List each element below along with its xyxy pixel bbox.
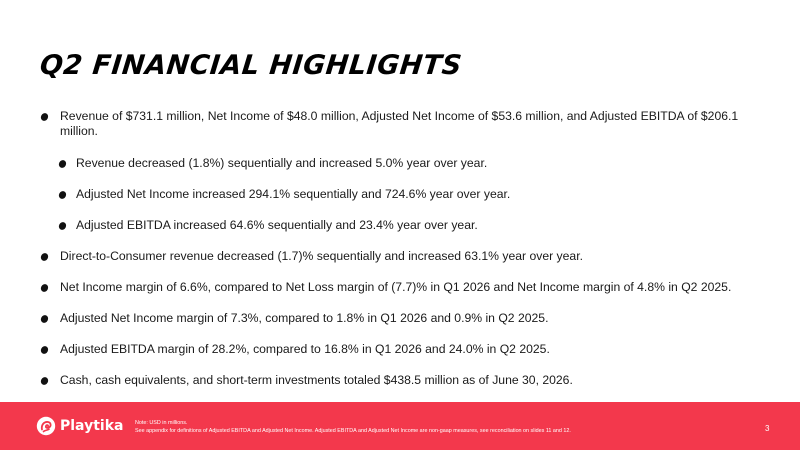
bullet-text: Adjusted Net Income margin of 7.3%, compared to 1.8% in Q1 2026 and 0.9% in Q2 2025. bbox=[60, 311, 549, 325]
brand-logo bbox=[36, 416, 123, 436]
bullet-text: Adjusted Net Income increased 294.1% sequentially and 724.6% year over year. bbox=[76, 187, 511, 201]
bullet-text: Net Income margin of 6.6%, compared to Net Loss margin of (7.7)% in Q1 2026 and Net Income margin of 4.8% in Q2 2025. bbox=[60, 280, 732, 294]
slide-title: Q2 FINANCIAL HIGHLIGHTS bbox=[38, 50, 464, 81]
bullet-dot-icon bbox=[40, 376, 50, 386]
brand-name: Playtika bbox=[60, 418, 124, 434]
bullet-item bbox=[40, 280, 770, 295]
sub-bullet-item bbox=[40, 156, 770, 171]
bullet-dot-icon bbox=[58, 190, 68, 200]
bullet-dot-icon bbox=[40, 345, 50, 355]
footnote-line: Note: USD in millions. bbox=[135, 420, 188, 426]
bullet-text: Revenue decreased (1.8%) sequentially and increased 5.0% year over year. bbox=[76, 156, 488, 170]
bullet-item bbox=[40, 109, 770, 139]
bullet-item bbox=[40, 249, 770, 264]
playtika-logo-icon bbox=[36, 416, 56, 436]
bullet-text: Adjusted EBITDA increased 64.6% sequentially and 23.4% year over year. bbox=[76, 218, 478, 232]
bullet-dot-icon bbox=[40, 283, 50, 293]
bullet-item bbox=[40, 311, 770, 326]
bullet-item bbox=[40, 373, 770, 388]
bullet-dot-icon bbox=[40, 252, 50, 262]
bullet-dot-icon bbox=[58, 221, 68, 231]
footnote-line: See appendix for definitions of Adjusted EBITDA and Adjusted Net Income. Adjusted EBITDA and Adjusted Net Income are non-gaap measures, see reconciliation on slides 11 and 12. bbox=[135, 427, 571, 434]
bullet-dot-icon bbox=[40, 314, 50, 324]
bullet-list bbox=[40, 109, 770, 388]
bullet-text: Adjusted EBITDA margin of 28.2%, compared to 16.8% in Q1 2026 and 24.0% in Q2 2025. bbox=[60, 342, 550, 356]
bullet-text: Revenue of $731.1 million, Net Income of $48.0 million, Adjusted Net Income of $53.6 million, and Adjusted EBITDA of $206.1 million. bbox=[60, 109, 739, 138]
bullet-text: Direct-to-Consumer revenue decreased (1.7)% sequentially and increased 63.1% year over year. bbox=[60, 249, 583, 263]
bullet-text: Cash, cash equivalents, and short-term investments totaled $438.5 million as of June 30, 2026. bbox=[60, 373, 573, 387]
footnote bbox=[135, 420, 571, 435]
page-number: 3 bbox=[765, 424, 770, 433]
footer-bar bbox=[0, 402, 800, 450]
bullet-dot-icon bbox=[58, 159, 68, 169]
sub-bullet-item bbox=[40, 187, 770, 202]
bullet-item bbox=[40, 342, 770, 357]
bullet-dot-icon bbox=[40, 112, 50, 122]
sub-bullet-item bbox=[40, 218, 770, 233]
